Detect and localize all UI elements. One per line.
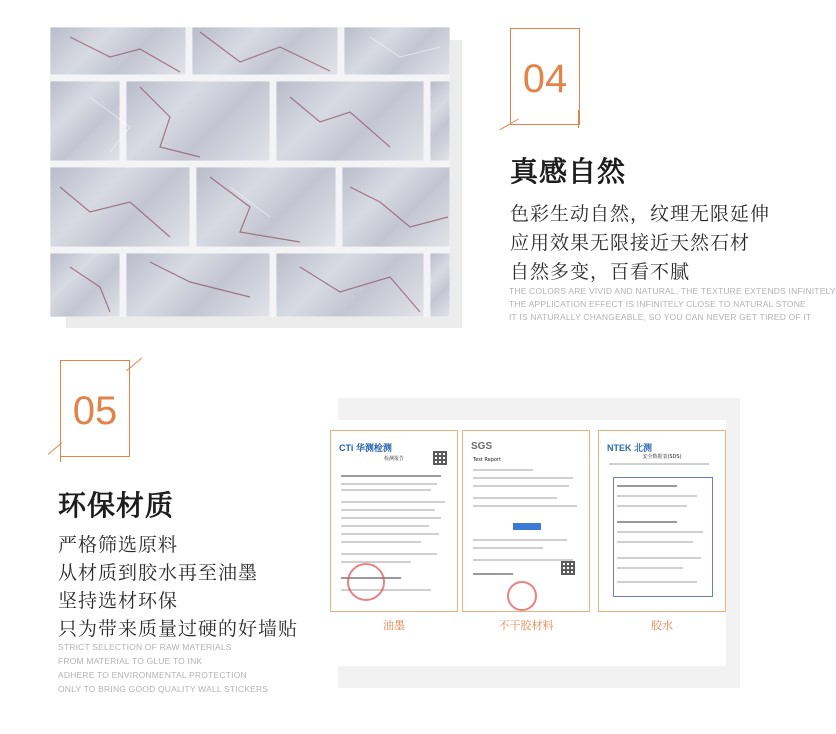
english-line: IT IS NATURALLY CHANGEABLE, SO YOU CAN NEVER GET TIRED OF IT (509, 312, 812, 322)
qr-code-icon (433, 451, 447, 465)
english-line: STRICT SELECTION OF RAW MATERIALS (58, 642, 232, 652)
section-heading: 环保材质 (58, 489, 175, 522)
red-stamp-icon (347, 563, 385, 601)
body-line: 严格筛选原料 (58, 534, 179, 556)
marble-brick-tile-image (50, 27, 450, 317)
certificate-title: 检测报告 (383, 456, 404, 462)
body-line: 只为带来质量过硬的好墙贴 (58, 618, 299, 640)
certificate-label: 油墨 (383, 619, 405, 632)
corner-tick (578, 110, 579, 128)
marble-veins (50, 27, 450, 317)
certificate-logo: NTEK 北测 (607, 443, 653, 453)
corner-tick (60, 442, 61, 462)
certificate-ink-report[interactable] (330, 430, 458, 612)
certificate-title: 安全数据表(SDS) (642, 454, 682, 460)
english-line: THE APPLICATION EFFECT IS INFINITELY CLOSE TO NATURAL STONE (509, 299, 806, 309)
english-line: FROM MATERIAL TO GLUE TO INK (58, 656, 203, 666)
certificate-logo: CTi 华测检测 (339, 443, 392, 453)
body-line: 自然多变，百看不腻 (510, 261, 691, 283)
certificate-adhesive-report[interactable] (462, 430, 590, 612)
body-line: 应用效果无限接近天然石材 (510, 232, 751, 254)
section-heading: 真感自然 (510, 155, 627, 188)
section-number: 05 (72, 389, 118, 433)
certificate-logo: SGS (471, 441, 493, 452)
section-number-box (60, 360, 130, 457)
certificate-title: Test Report (473, 457, 502, 463)
red-stamp-icon (507, 581, 537, 611)
qr-code-icon (561, 561, 575, 575)
certificate-glue-sds[interactable] (598, 430, 726, 612)
body-line: 色彩生动自然，纹理无限延伸 (510, 203, 771, 225)
section-number-box (510, 28, 580, 125)
body-line: 坚持选材环保 (58, 590, 179, 612)
english-line: ADHERE TO ENVIRONMENTAL PROTECTION (58, 670, 247, 680)
section-number: 04 (522, 57, 568, 101)
body-line: 从材质到胶水再至油墨 (58, 562, 259, 584)
certificate-label: 不干胶材料 (498, 619, 554, 632)
certificate-label: 胶水 (651, 619, 673, 632)
english-line: ONLY TO BRING GOOD QUALITY WALL STICKERS (58, 684, 269, 694)
english-line: THE COLORS ARE VIVID AND NATURAL, THE TEXTURE EXTENDS INFINITELY (509, 286, 836, 296)
blue-bar-icon (513, 523, 541, 530)
